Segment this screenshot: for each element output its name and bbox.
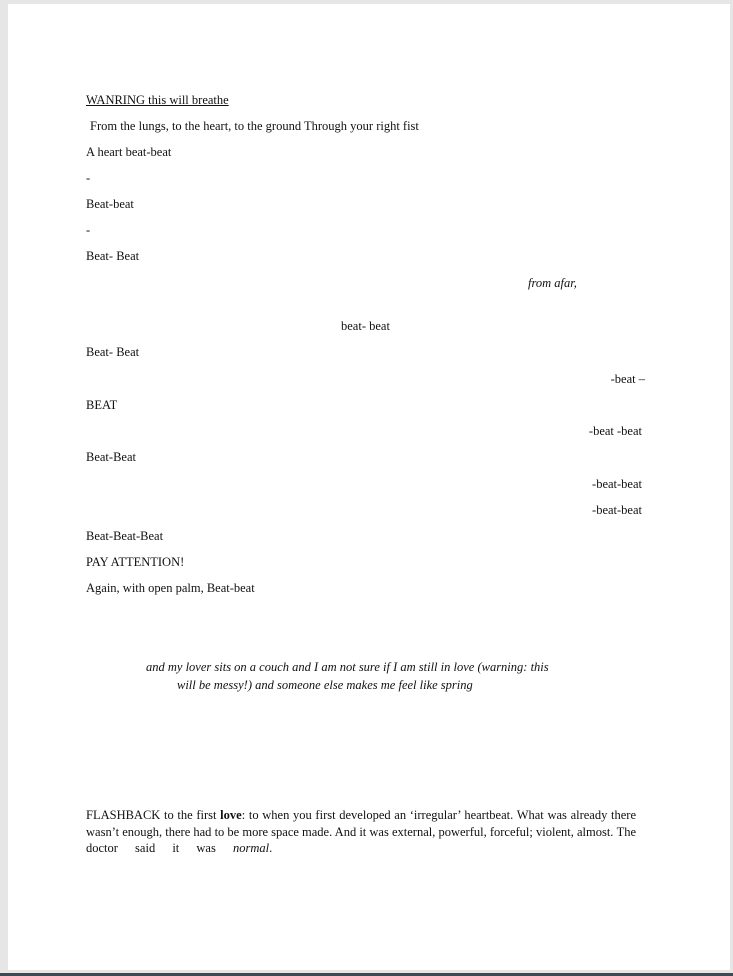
poem-line-afar: from afar, (528, 276, 577, 290)
poem-line-right: -beat-beat (592, 477, 642, 491)
poem-line-right: -beat -beat (588, 424, 642, 438)
flashback-italic-normal: normal (232, 841, 270, 855)
poem-line: Beat- Beat (86, 345, 140, 359)
poem-line: From the lungs, to the heart, to the ground Through your right fist (90, 119, 419, 133)
flashback-text: FLASHBACK to the first (86, 808, 221, 822)
poem-line: Beat- Beat (86, 249, 140, 263)
quote-line-2: will be messy!) and someone else makes me feel like spring (177, 678, 473, 692)
flashback-text-doctor: The doctor said it was (86, 824, 636, 855)
poem-line: Beat-Beat (86, 450, 136, 464)
flashback-bold-love: love (220, 808, 242, 822)
poem-dash: - (86, 223, 91, 237)
flashback-text: : to when you first developed an ‘irregular’ heartbeat. What was already there wasn’t enough, there had to be more space made. And it was external, powerful, forceful; violent, almost. (86, 808, 637, 839)
poem-line-right: -beat – (610, 372, 645, 386)
poem-line: Again, with open palm, Beat-beat (86, 581, 255, 595)
poem-line: PAY ATTENTION! (86, 555, 185, 569)
quote-line-1: and my lover sits on a couch and I am not sure if I am still in love (warning: this (146, 660, 549, 674)
poem-line: Beat-Beat-Beat (86, 529, 164, 543)
poem-line: Beat-beat (86, 197, 134, 211)
poem-line: BEAT (86, 398, 118, 412)
poem-line-center: beat- beat (341, 319, 390, 333)
poem-line: A heart beat-beat (86, 145, 172, 159)
warning-title: WANRING this will breathe (86, 93, 229, 107)
flashback-paragraph (86, 807, 636, 857)
flashback-text: . (269, 841, 273, 855)
poem-dash: - (86, 171, 91, 185)
italic-quote (146, 658, 586, 694)
poem-line-right: -beat-beat (592, 503, 642, 517)
